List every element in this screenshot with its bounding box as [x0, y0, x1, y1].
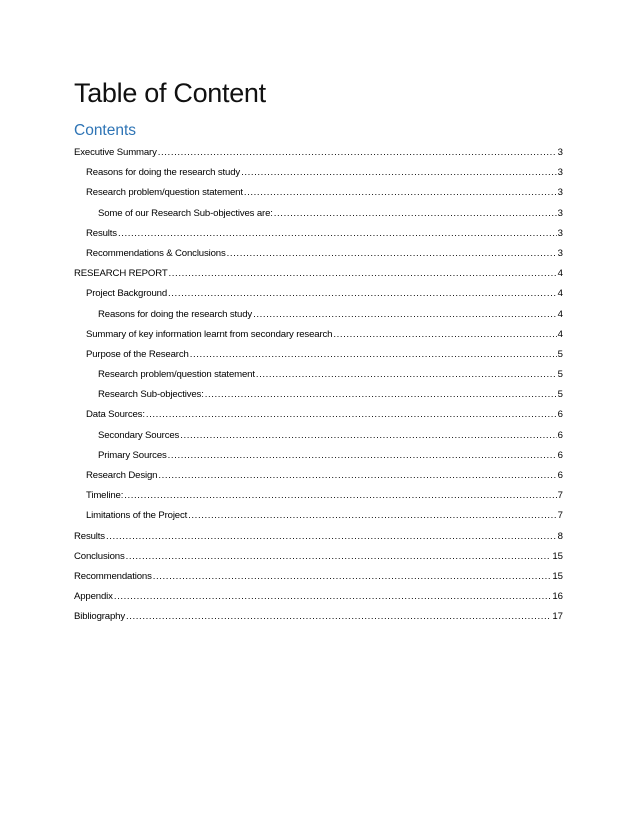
toc-entry-page-number: 3 — [557, 227, 563, 239]
toc-entry-label: Results — [86, 227, 117, 239]
toc-entry-page-number: 6 — [557, 470, 563, 481]
toc-dot-leader — [253, 305, 557, 325]
toc-entry-page-number: 3 — [557, 147, 563, 158]
toc-entry-page-number: 3 — [557, 187, 563, 199]
toc-dot-leader — [158, 143, 557, 163]
toc-entry[interactable] — [74, 345, 563, 365]
toc-dot-leader — [114, 587, 552, 607]
toc-entry-label: RESEARCH REPORT — [74, 268, 168, 280]
toc-entry[interactable] — [74, 143, 563, 163]
toc-entry[interactable] — [74, 587, 563, 607]
toc-dot-leader — [274, 204, 557, 224]
toc-entry-label: Reasons for doing the research study — [98, 308, 253, 320]
toc-entry[interactable] — [74, 405, 563, 425]
toc-heading: Contents — [74, 122, 137, 139]
toc-entry[interactable] — [74, 163, 563, 183]
toc-dot-leader — [169, 264, 557, 284]
toc-entry[interactable] — [74, 486, 563, 506]
toc-entry-label: Secondary Sources — [98, 429, 180, 441]
toc-entry-page-number: 6 — [557, 449, 563, 461]
toc-entry-label: Research problem/question statement — [86, 187, 243, 199]
toc-entry-label: Research Sub-objectives: — [98, 389, 204, 401]
toc-entry-page-number: 5 — [557, 389, 563, 401]
toc-entry-page-number: 4 — [557, 288, 563, 300]
toc-dot-leader — [244, 183, 557, 203]
toc-dot-leader — [158, 466, 556, 486]
toc-entry[interactable] — [74, 567, 563, 587]
toc-dot-leader — [118, 224, 557, 244]
toc-dot-leader — [180, 426, 556, 446]
toc-entry-page-number: 7 — [557, 510, 563, 522]
toc-entry-page-number: 4 — [557, 268, 563, 280]
toc-dot-leader — [126, 607, 551, 627]
toc-entry-label: Data Sources: — [86, 409, 145, 421]
toc-entry-label: Primary Sources — [98, 449, 167, 461]
toc-dot-leader — [333, 325, 556, 345]
toc-entry-page-number: 15 — [552, 550, 563, 562]
toc-entry-label: Some of our Research Sub-objectives are: — [98, 207, 273, 219]
toc-dot-leader — [241, 163, 557, 183]
toc-entry-page-number: 8 — [557, 530, 563, 542]
toc-entry[interactable] — [74, 204, 563, 224]
toc-entry-label: Purpose of the Research — [86, 348, 189, 360]
toc-entry[interactable] — [74, 244, 563, 264]
toc-entry[interactable] — [74, 183, 563, 203]
toc-entry[interactable] — [74, 426, 563, 446]
toc-entry[interactable] — [74, 547, 563, 567]
toc-entry-label: Bibliography — [74, 611, 125, 623]
toc-dot-leader — [106, 527, 557, 547]
toc-entry[interactable] — [74, 446, 563, 466]
toc-dot-leader — [168, 446, 557, 466]
toc-entry-page-number: 3 — [557, 247, 563, 259]
toc-dot-leader — [256, 365, 557, 385]
toc-entry-page-number: 5 — [557, 369, 563, 381]
toc-entry[interactable] — [74, 385, 563, 405]
toc-entry[interactable] — [74, 284, 563, 304]
page-title: Table of Content — [74, 78, 266, 108]
toc-entry-label: Research Design — [86, 470, 158, 481]
toc-entry-label: Limitations of the Project — [86, 510, 188, 522]
toc-entry[interactable] — [74, 224, 563, 244]
toc-entry[interactable] — [74, 325, 563, 345]
toc-entry-label: Recommendations — [74, 570, 152, 582]
toc-entry[interactable] — [74, 607, 563, 627]
toc-entry-label: Appendix — [74, 591, 113, 603]
toc-entry-label: Reasons for doing the research study — [86, 167, 241, 179]
toc-entry-page-number: 16 — [552, 591, 563, 603]
toc-entry[interactable] — [74, 365, 563, 385]
toc-dot-leader — [146, 405, 557, 425]
toc-dot-leader — [188, 506, 557, 526]
toc-entry-label: Executive Summary — [74, 147, 157, 158]
toc-entry-page-number: 17 — [552, 611, 563, 623]
toc-entry-page-number: 15 — [552, 570, 563, 582]
toc-dot-leader — [124, 486, 556, 506]
toc-entry-page-number: 6 — [557, 429, 563, 441]
toc-dot-leader — [126, 547, 552, 567]
toc-entry-label: Research problem/question statement — [98, 369, 255, 381]
toc-entry-page-number: 3 — [557, 167, 563, 179]
toc-entry[interactable] — [74, 527, 563, 547]
toc-entry-label: Timeline: — [86, 490, 124, 502]
toc-entry-page-number: 6 — [557, 409, 563, 421]
toc-entry-page-number: 5 — [557, 348, 563, 360]
table-of-contents — [74, 143, 563, 628]
toc-dot-leader — [205, 385, 557, 405]
toc-entry-label: Project Background — [86, 288, 168, 300]
toc-entry[interactable] — [74, 305, 563, 325]
toc-dot-leader — [153, 567, 552, 587]
toc-entry-page-number: 4 — [557, 328, 563, 340]
toc-dot-leader — [190, 345, 557, 365]
toc-entry-label: Conclusions — [74, 550, 125, 562]
toc-dot-leader — [168, 284, 557, 304]
toc-entry-label: Results — [74, 530, 105, 542]
toc-entry[interactable] — [74, 506, 563, 526]
toc-entry[interactable] — [74, 264, 563, 284]
toc-entry-page-number: 3 — [557, 207, 563, 219]
toc-entry-page-number: 7 — [557, 490, 563, 502]
toc-entry-page-number: 4 — [557, 308, 563, 320]
toc-dot-leader — [227, 244, 557, 264]
toc-entry-label: Recommendations & Conclusions — [86, 247, 226, 259]
toc-entry[interactable] — [74, 466, 563, 486]
toc-entry-label: Summary of key information learnt from secondary research — [86, 328, 333, 340]
